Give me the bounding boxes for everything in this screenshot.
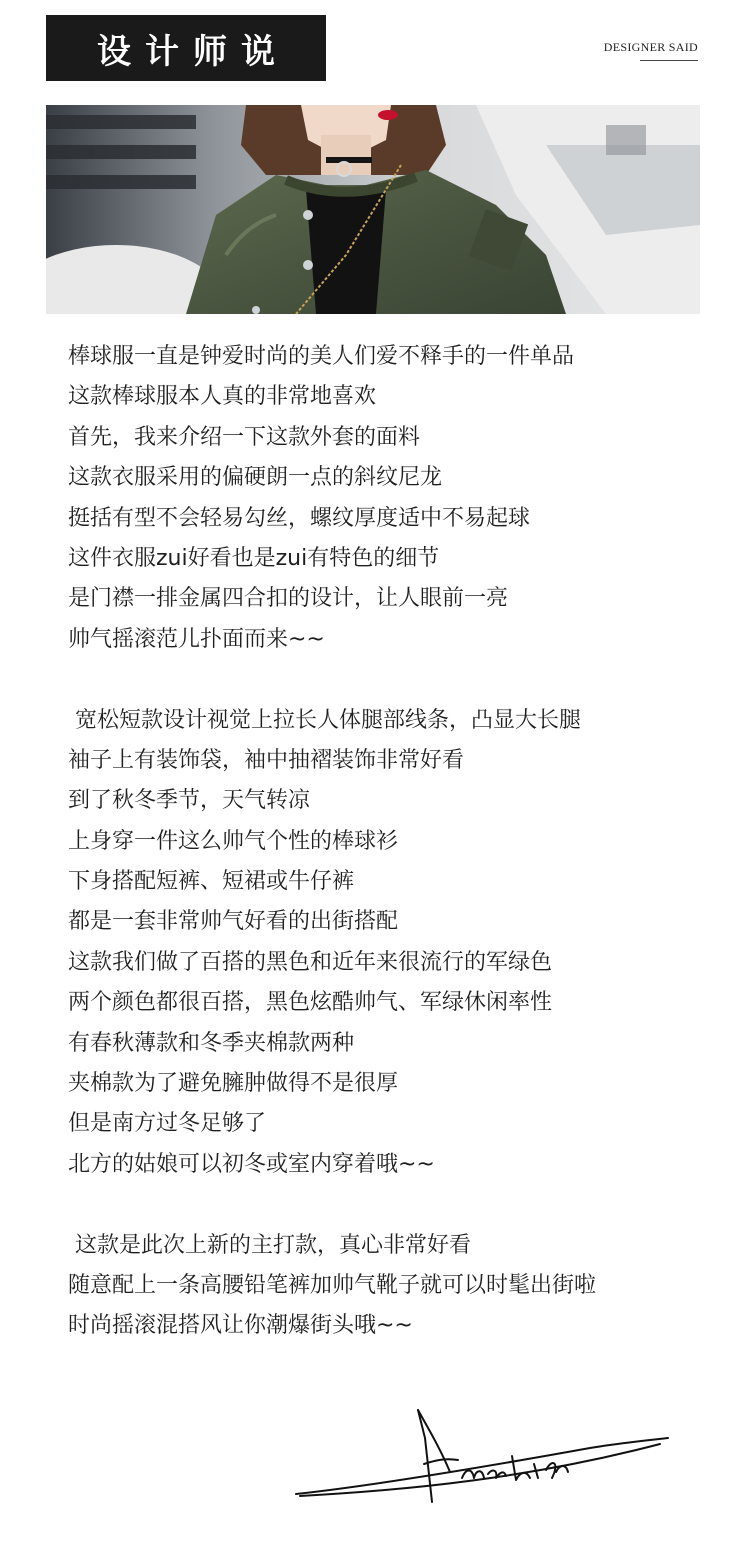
- text-line: 这件衣服zui好看也是zui有特色的细节: [68, 545, 440, 571]
- text-line: 这款我们做了百搭的黑色和近年来很流行的军绿色: [68, 949, 553, 975]
- text-line: 是门襟一排金属四合扣的设计，让人眼前一亮: [68, 586, 509, 612]
- text-line: 两个颜色都很百搭，黑色炫酷帅气、军绿休闲率性: [68, 990, 553, 1016]
- text-line: 这款是此次上新的主打款，真心非常好看: [68, 1232, 471, 1258]
- text-line: 到了秋冬季节，天气转凉: [68, 788, 311, 814]
- text-line: 这款衣服采用的偏硬朗一点的斜纹尼龙: [68, 465, 443, 491]
- section-title: 设计师说: [97, 31, 289, 72]
- paragraph: [68, 1226, 708, 1347]
- section-subtitle: DESIGNER SAID: [603, 40, 698, 54]
- text-line: 宽松短款设计视觉上拉长人体腿部线条，凸显大长腿: [68, 707, 581, 733]
- text-line: 北方的姑娘可以初冬或室内穿着哦~~: [68, 1151, 435, 1177]
- text-line: 袖子上有装饰袋，袖中抽褶装饰非常好看: [68, 747, 465, 773]
- product-photo: [46, 105, 700, 314]
- paragraph-spacer: [68, 1185, 708, 1225]
- text-line: 时尚摇滚混搭风让你潮爆街头哦~~: [68, 1313, 413, 1339]
- paragraph: [68, 701, 708, 1186]
- text-line: 随意配上一条高腰铅笔裤加帅气靴子就可以时髦出街啦: [68, 1272, 597, 1298]
- subtitle-underline: [640, 60, 698, 61]
- text-line: 挺括有型不会轻易勾丝，螺纹厚度适中不易起球: [68, 505, 531, 531]
- text-line: 下身搭配短裤、短裙或牛仔裤: [68, 869, 355, 895]
- text-line: 有春秋薄款和冬季夹棉款两种: [68, 1030, 355, 1056]
- text-line: 帅气摇滚范儿扑面而来~~: [68, 626, 325, 652]
- article-body: [68, 337, 708, 1347]
- text-line: 夹棉款为了避免臃肿做得不是很厚: [68, 1071, 399, 1097]
- designer-signature: [290, 1398, 680, 1518]
- paragraph-spacer: [68, 660, 708, 700]
- text-line: 但是南方过冬足够了: [68, 1111, 267, 1137]
- text-line: 棒球服一直是钟爱时尚的美人们爱不释手的一件单品: [68, 344, 575, 369]
- text-line: 首先，我来介绍一下这款外套的面料: [68, 424, 421, 450]
- paragraph: [68, 337, 708, 660]
- text-line: 这款棒球服本人真的非常地喜欢: [68, 384, 377, 410]
- text-line: 都是一套非常帅气好看的出街搭配: [68, 909, 399, 935]
- title-banner: [46, 15, 326, 81]
- text-line: 上身穿一件这么帅气个性的棒球衫: [68, 828, 399, 854]
